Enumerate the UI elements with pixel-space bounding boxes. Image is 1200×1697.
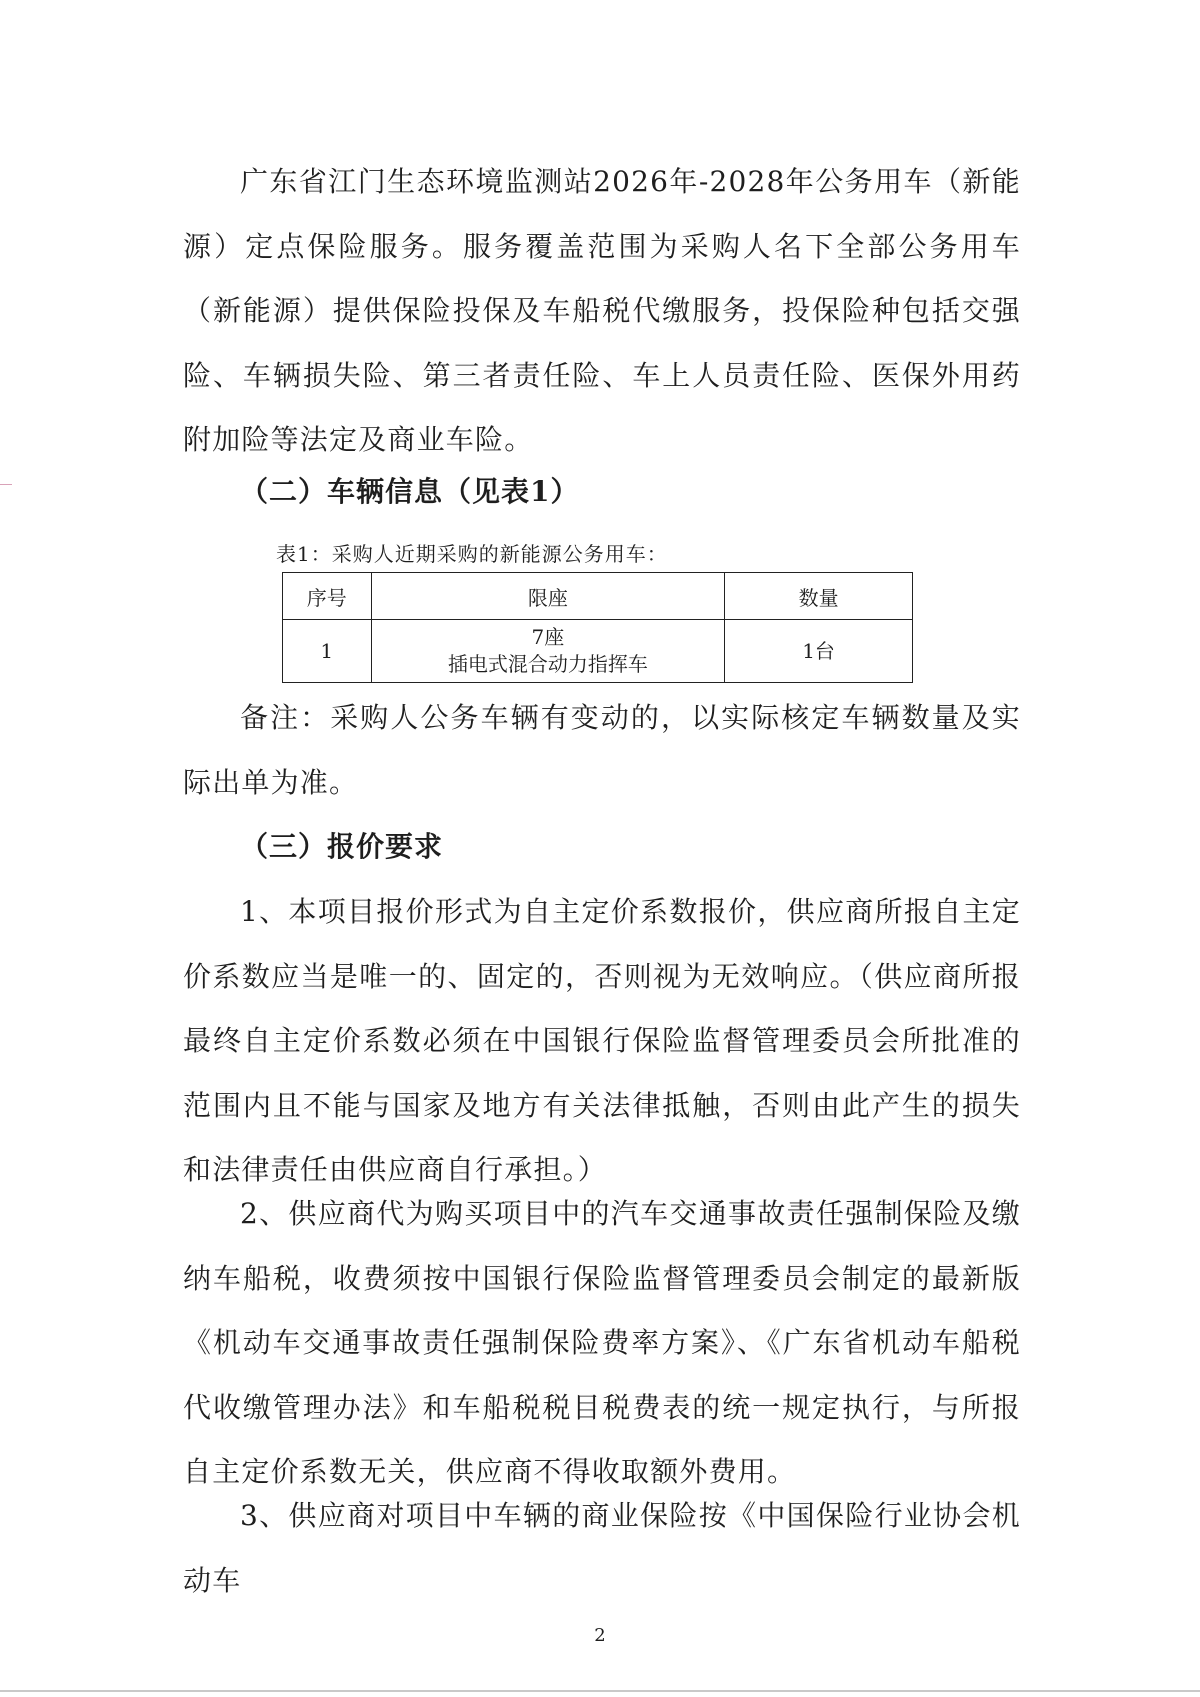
cell-quantity: 1台 — [725, 620, 913, 683]
page-number: 2 — [594, 1625, 606, 1646]
vehicle-table — [282, 572, 913, 683]
table-caption: 表1：采购人近期采购的新能源公务用车： — [276, 542, 668, 566]
requirement-1: 1、本项目报价形式为自主定价系数报价，供应商所报自主定价系数应当是唯一的、固定的，否则视为无效响应。（供应商所报最终自主定价系数必须在中国银行保险监督管理委员会所批准的范围内且不能与国家及地方有关法律抵触，否则由此产生的损失和法律责任由供应商自行承担。） — [183, 895, 1021, 1186]
scan-edge — [0, 1690, 1200, 1692]
scope-paragraph: 广东省江门生态环境监测站2026年-2028年公务用车（新能源）定点保险服务。服务覆盖范围为采购人名下全部公务用车（新能源）提供保险投保及车船税代缴服务，投保险种包括交强险、车辆损失险、第三者责任险、车上人员责任险、医保外用药附加险等法定及商业车险。 — [183, 165, 1021, 456]
note-paragraph: 备注：采购人公务车辆有变动的，以实际核定车辆数量及实际出单为准。 — [183, 701, 1021, 799]
cell-vehicle-type: 插电式混合动力指挥车 — [447, 652, 648, 676]
header-quantity: 数量 — [725, 573, 913, 620]
section-heading-quote-requirements: （三）报价要求 — [240, 830, 444, 863]
header-index: 序号 — [283, 573, 372, 620]
requirement-3: 3、供应商对项目中车辆的商业保险按《中国保险行业协会机动车 — [183, 1499, 1021, 1597]
header-seats: 限座 — [371, 573, 725, 620]
requirement-2: 2、供应商代为购买项目中的汽车交通事故责任强制保险及缴纳车船税，收费须按中国银行保险监督管理委员会制定的最新版《机动车交通事故责任强制保险费率方案》、《广东省机动车船税代收缴管理办法》和车船税税目税费表的统一规定执行，与所报自主定价系数无关，供应商不得收取额外费用。 — [183, 1197, 1021, 1488]
margin-mark — [0, 484, 12, 485]
cell-seats-count: 7座 — [531, 625, 565, 649]
section-heading-vehicle-info: （二）车辆信息（见表1） — [240, 475, 580, 508]
cell-seats — [371, 620, 725, 683]
cell-index: 1 — [283, 620, 372, 683]
table-header-row — [283, 573, 913, 620]
table-row — [283, 620, 913, 683]
